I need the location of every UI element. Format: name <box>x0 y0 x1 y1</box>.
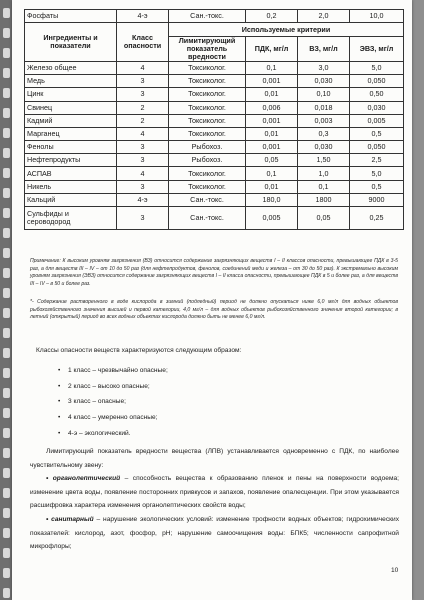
table-cell: Токсиколог. <box>169 61 246 74</box>
header-class: Класс опасности <box>117 23 169 62</box>
bullet-icon: • <box>58 398 61 406</box>
table-row <box>25 180 404 193</box>
organoleptic-text: – способность вещества к образованию пленок и пены на поверхности водоема; изменение цвета воды, появление посторонних привкусов и запахов, появление опалесценции. При этом указывается расшифровка характера изменения органолептических свойств воды; <box>30 475 400 510</box>
table-cell: 0,10 <box>298 88 350 101</box>
table-cell: 3 <box>117 75 169 88</box>
organoleptic-paragraph <box>30 472 399 513</box>
table-row <box>25 114 404 127</box>
table-cell: 4-э <box>117 10 169 23</box>
binding-hole <box>3 328 10 338</box>
classes-intro: Классы опасности веществ характеризуются следующим образом: <box>36 347 242 354</box>
document-page <box>12 0 412 600</box>
header-lpv: Лимитирующий показатель вредности <box>169 37 246 62</box>
binding-hole <box>3 528 10 538</box>
table-cell: 3 <box>117 141 169 154</box>
lpv-paragraph: Лимитирующий показатель вредности вещества (ЛПВ) устанавливается одновременно с ПДК, по наиболее чувствительному звену: <box>30 448 399 469</box>
ingredient-name-cell: Цинк <box>25 88 117 101</box>
table-cell: 1800 <box>298 193 350 206</box>
binding-hole <box>3 168 10 178</box>
table-header-row <box>25 23 404 37</box>
classes-list <box>58 367 168 445</box>
ingredient-name-cell: Медь <box>25 75 117 88</box>
binding-hole <box>3 508 10 518</box>
header-ingredients: Ингредиенты и показатели <box>25 23 117 62</box>
table-cell: 5,0 <box>350 167 404 180</box>
binding-hole <box>3 288 10 298</box>
table-row <box>25 88 404 101</box>
table-cell: 0,01 <box>246 127 298 140</box>
table-cell: Токсиколог. <box>169 114 246 127</box>
table-cell: 2,5 <box>350 154 404 167</box>
list-item-label: 3 класс – опасные; <box>68 398 126 406</box>
table-note: Примечание: К высоким уровням загрязнения (ВЗ) относится содержание загрязняющих веществ I – II классов опасности, превышающее ПДК в 3-5 раз, а для веществ III – IV – от 10 до 50 раз (для нефтепродуктов, фенолов, соединений меди и железа – от 30 до 50 раз). К экстремально высоким уровням загрязнения (ЭВЗ) относится содержание загрязняющих веществ I – II класса опасности, превышающее ПДК в 5 и более раз, а для веществ III – IV – в 50 и более раз. <box>30 258 398 287</box>
table-body <box>25 61 404 229</box>
bullet-icon: • <box>58 429 61 437</box>
ingredient-name-cell: Никель <box>25 180 117 193</box>
table-cell: 9000 <box>350 193 404 206</box>
table-cell: 0,05 <box>298 207 350 230</box>
table-row <box>25 101 404 114</box>
page-number: 10 <box>391 567 399 574</box>
table-row <box>25 193 404 206</box>
table-cell: 3 <box>117 154 169 167</box>
bullet-icon: • <box>58 382 61 390</box>
table-cell: 3 <box>117 207 169 230</box>
binding-hole <box>3 228 10 238</box>
table-cell: 0,5 <box>350 180 404 193</box>
table-cell: Сан.-токс. <box>169 207 246 230</box>
table-cell: 3 <box>117 180 169 193</box>
binding-hole <box>3 68 10 78</box>
table-cell: Сан.-токс. <box>169 10 246 23</box>
sanitary-text: – нарушение экологических условий: изменение трофности водных объектов; гидрохимических показателей: кислород, азот, фосфор, pH; нарушение самоочищения воды: БПК5; численности сапрофитной микрофлоры; <box>30 516 400 551</box>
table-row <box>25 167 404 180</box>
table-cell: 0,1 <box>246 61 298 74</box>
table-row <box>25 127 404 140</box>
list-item-label: 4 класс – умеренно опасные; <box>68 414 158 422</box>
table-cell: 0,005 <box>246 207 298 230</box>
ingredient-name-cell: Свинец <box>25 101 117 114</box>
sanitary-paragraph <box>30 513 399 554</box>
binding-hole <box>3 428 10 438</box>
ingredient-name-cell: Марганец <box>25 127 117 140</box>
table-cell: 0,018 <box>298 101 350 114</box>
binding-hole <box>3 568 10 578</box>
binding-hole <box>3 368 10 378</box>
table-cell: 3 <box>117 88 169 101</box>
table-cell: 0,1 <box>246 167 298 180</box>
table-cell: 0,001 <box>246 141 298 154</box>
binding-hole <box>3 8 10 18</box>
table-cell: 0,003 <box>298 114 350 127</box>
bullet-icon: • <box>58 367 61 374</box>
table-cell: 0,006 <box>246 101 298 114</box>
table-cell: 0,001 <box>246 114 298 127</box>
table-cell: Токсиколог. <box>169 167 246 180</box>
table-cell: 1,50 <box>298 154 350 167</box>
table-cell: 0,01 <box>246 88 298 101</box>
list-item-label: 4-э – экологический. <box>68 429 131 437</box>
table-cell: Рыбохоз. <box>169 154 246 167</box>
ingredient-name-cell: Железо общее <box>25 61 117 74</box>
binding-hole <box>3 448 10 458</box>
table-row <box>25 75 404 88</box>
table-cell: 4 <box>117 61 169 74</box>
list-item-label: 1 класс – чрезвычайно опасные; <box>68 367 168 374</box>
binding-hole <box>3 268 10 278</box>
list-item <box>58 430 168 446</box>
binding-hole <box>3 488 10 498</box>
binding-hole <box>3 148 10 158</box>
header-criteria-group: Используемые критерии <box>169 23 404 37</box>
table-cell: 1,0 <box>298 167 350 180</box>
table-cell: 0,050 <box>350 75 404 88</box>
binding-hole <box>3 128 10 138</box>
table-cell: 0,030 <box>298 75 350 88</box>
table-cell: Токсиколог. <box>169 180 246 193</box>
ingredient-name-cell: Кадмий <box>25 114 117 127</box>
table-row <box>25 10 404 23</box>
binding-hole <box>3 188 10 198</box>
binding-hole <box>3 28 10 38</box>
list-item <box>58 414 168 430</box>
table-cell: Сан.-токс. <box>169 193 246 206</box>
ingredient-name-cell: АСПАВ <box>25 167 117 180</box>
header-pdk: ПДК, мг/л <box>246 37 298 62</box>
table-cell: Токсиколог. <box>169 75 246 88</box>
ingredient-name-cell: Сульфиды и сероводород <box>25 207 117 230</box>
table-cell: 2 <box>117 114 169 127</box>
pollutant-table <box>24 9 404 230</box>
table-row <box>25 154 404 167</box>
binding-hole <box>3 348 10 358</box>
list-item-label: 2 класс – высоко опасные; <box>68 382 150 390</box>
table-cell: 10,0 <box>350 10 404 23</box>
binding-hole <box>3 548 10 558</box>
organoleptic-term: • органолептический <box>46 475 121 482</box>
table-cell: 0,030 <box>350 101 404 114</box>
table-cell: 0,2 <box>246 10 298 23</box>
binding-hole <box>3 588 10 598</box>
binding-hole <box>3 248 10 258</box>
ingredient-name-cell: Кальций <box>25 193 117 206</box>
table-cell: Токсиколог. <box>169 127 246 140</box>
sanitary-term: • санитарный <box>46 516 94 523</box>
table-cell: 0,050 <box>350 141 404 154</box>
table-cell: Токсиколог. <box>169 101 246 114</box>
binding-hole <box>3 48 10 58</box>
bullet-icon: • <box>58 414 61 422</box>
table-cell: 2,0 <box>298 10 350 23</box>
table-cell: Рыбохоз. <box>169 141 246 154</box>
ingredient-name-cell: Нефтепродукты <box>25 154 117 167</box>
oxygen-footnote: *- Содержание растворенного в воде кислорода в зимний (подледный) период не должно опускаться ниже 6,0 мг/л для водных объектов рыбохозяйственного значения высшей и первой категории, 4,0 мг/л – для водных объектов рыбохозяйственного значения второй категории; в летний (открытый) период во всех водных объектах кислорода должно быть не менее 6,0 мг/л. <box>30 299 398 321</box>
table-cell: 0,1 <box>298 180 350 193</box>
table-cell: 0,3 <box>298 127 350 140</box>
table-cell: 0,5 <box>350 127 404 140</box>
header-vz: ВЗ, мг/л <box>298 37 350 62</box>
table-cell: 0,01 <box>246 180 298 193</box>
list-item <box>58 383 168 399</box>
table-cell: Токсиколог. <box>169 88 246 101</box>
table-cell: Фосфаты <box>25 10 117 23</box>
binding-hole <box>3 408 10 418</box>
binding-hole <box>3 208 10 218</box>
table-cell: 0,05 <box>246 154 298 167</box>
table-cell: 4 <box>117 127 169 140</box>
binding-hole <box>3 88 10 98</box>
table-cell: 4-э <box>117 193 169 206</box>
ingredient-name-cell: Фенолы <box>25 141 117 154</box>
header-evz: ЭВЗ, мг/л <box>350 37 404 62</box>
table-cell: 0,25 <box>350 207 404 230</box>
table-cell: 3,0 <box>298 61 350 74</box>
table-cell: 0,005 <box>350 114 404 127</box>
table-cell: 0,50 <box>350 88 404 101</box>
binding-hole <box>3 308 10 318</box>
binding-hole <box>3 108 10 118</box>
binding-hole <box>3 388 10 398</box>
binding-strip <box>0 0 12 600</box>
table-cell: 0,030 <box>298 141 350 154</box>
list-item <box>58 398 168 414</box>
table-row <box>25 207 404 230</box>
list-item <box>58 367 168 383</box>
table-row <box>25 61 404 74</box>
table-cell: 180,0 <box>246 193 298 206</box>
binding-hole <box>3 468 10 478</box>
table-cell: 4 <box>117 167 169 180</box>
table-cell: 0,001 <box>246 75 298 88</box>
table-cell: 2 <box>117 101 169 114</box>
table-cell: 5,0 <box>350 61 404 74</box>
table-row <box>25 141 404 154</box>
